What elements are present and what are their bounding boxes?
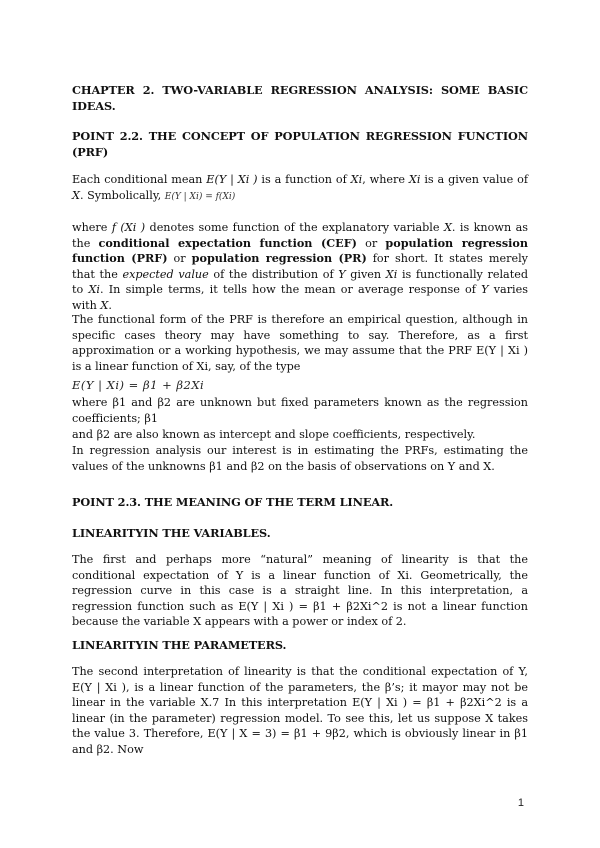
linear-prf-equation: E(Y | Xi) = β1 + β2Xi	[72, 378, 205, 392]
formula-image: E(Y | Xi) = f(Xi)	[164, 191, 236, 202]
chapter-title: CHAPTER 2. TWO-VARIABLE REGRESSION ANALYSIS: SOME BASIC IDEAS.	[72, 83, 528, 113]
point-2-2-heading: POINT 2.2. THE CONCEPT OF POPULATION REGRESSION FUNCTION (PRF)	[72, 129, 528, 159]
paragraph-conditional-mean: Each conditional mean E(Y | Xi ) is a function of Xi, where Xi is a given value of X. Symbolically, E(Y | Xi) = f(Xi)	[72, 173, 529, 202]
paragraph-linearity-parameters: The second interpretation of linearity is that the conditional expectation of Y, E(Y | Xi ), is a linear function of the parameters, the β’s; it mayor may not be linear in the variable X.7 In this interpretation E(Y | Xi ) = β1 + β2Xi^2 is a linear (in the parameter) regression model. To see this, let us suppose X takes the value 3. Therefore, E(Y | X = 3) = β1 + 9β2, which is obviously linear in β1 and β2. Now	[72, 665, 528, 756]
page-number: 1	[517, 797, 524, 809]
paragraph-functional-form: The functional form of the PRF is therefore an empirical question, although in specific cases theory may have something to say. Therefore, as a first approximation or a working hypothesis, we may assume that the PRF E(Y | Xi ) is a linear function of Xi, say, of the type	[72, 313, 528, 373]
paragraph-cef-definition: where f (Xi ) denotes some function of the explanatory variable X. is known as the conditional expectation function (CEF) or population regression function (PRF) or population regression (PR) for short. It states merely that the expected value of the distribution of Y given Xi is functionally related to Xi. In simple terms, it tells how the mean or average response of Y varies with X.	[72, 221, 528, 312]
paragraph-estimation: In regression analysis our interest is in estimating the PRFs, estimating the values of the unknowns β1 and β2 on the basis of observations on Y and X.	[72, 444, 528, 473]
linearity-variables-heading: LINEARITYIN THE VARIABLES.	[72, 526, 271, 540]
paragraph-coefficients: where β1 and β2 are unknown but fixed parameters known as the regression coefficients; β1	[72, 396, 528, 425]
paragraph-intercept-slope: and β2 are also known as intercept and slope coefficients, respectively.	[72, 428, 476, 441]
paragraph-linearity-variables: The first and perhaps more “natural” meaning of linearity is that the conditional expectation of Y is a linear function of Xi. Geometrically, the regression curve in this case is a straight line. In this interpretation, a regression function such as E(Y | Xi ) = β1 + β2Xi^2 is not a linear function because the variable X appears with a power or index of 2.	[72, 553, 528, 629]
linearity-parameters-heading: LINEARITYIN THE PARAMETERS.	[72, 638, 287, 652]
point-2-3-heading: POINT 2.3. THE MEANING OF THE TERM LINEAR.	[72, 495, 394, 509]
